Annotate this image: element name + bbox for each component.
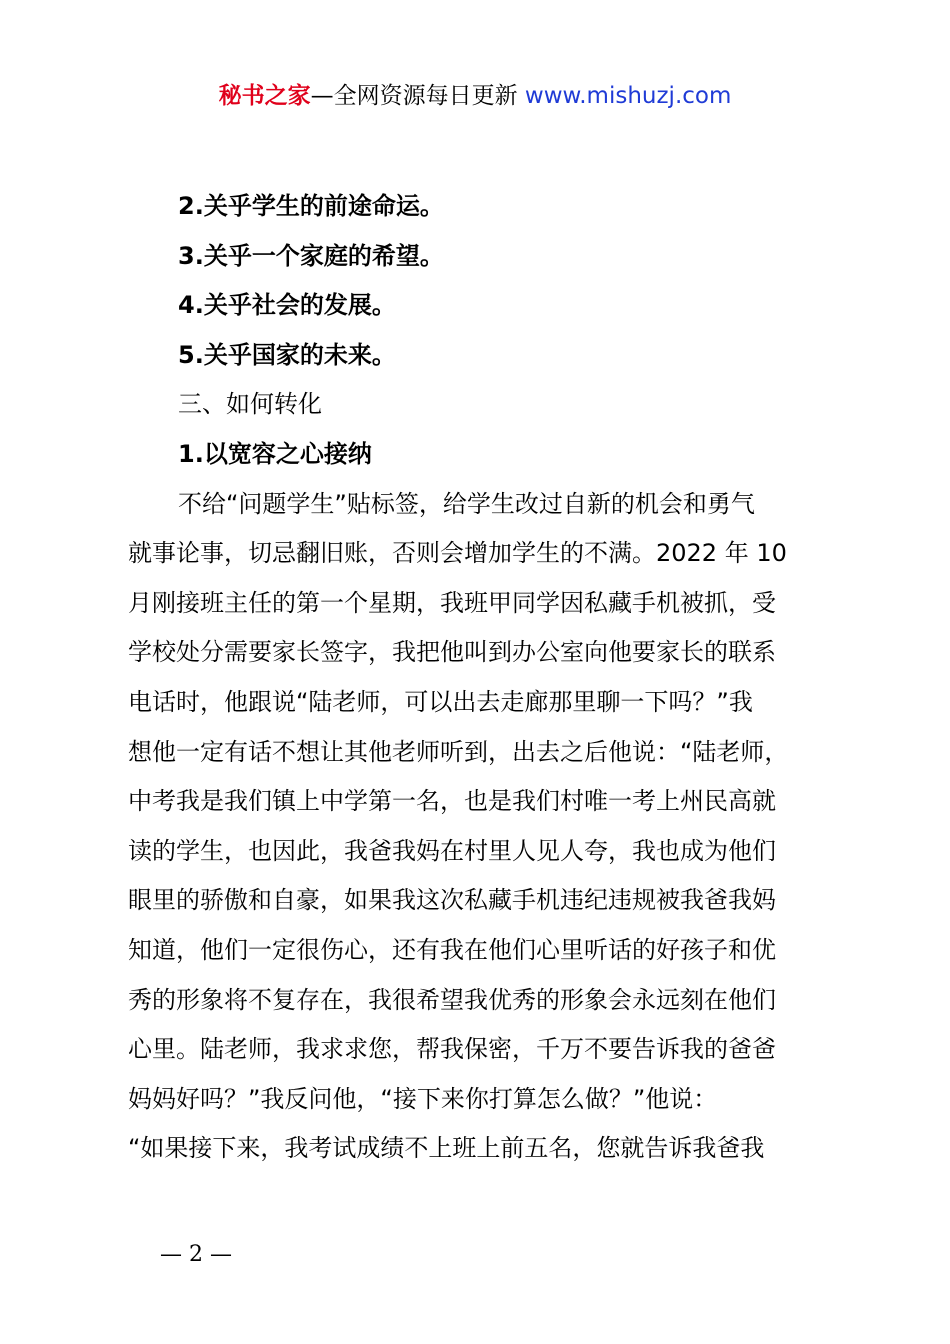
header-slogan: —全网资源每日更新: [310, 83, 525, 109]
text-line: 电话时，他跟说“陆老师，可以出去走廊那里聊一下吗？”我: [128, 687, 753, 716]
text-line: 心里。陆老师，我求求您，帮我保密，千万不要告诉我的爸爸: [128, 1035, 776, 1064]
list-item: 5.关乎国家的未来。: [178, 340, 396, 369]
site-url-link[interactable]: www.mishuzj.com: [524, 83, 732, 109]
text-line: 不给“问题学生”贴标签，给学生改过自新的机会和勇气: [178, 489, 755, 518]
document-body: [128, 182, 832, 1174]
text-line: 知道，他们一定很伤心，还有我在他们心里听话的好孩子和优: [128, 935, 776, 964]
text-line: 读的学生，也因此，我爸我妈在村里人见人夸，我也成为他们: [128, 836, 776, 865]
page-number: — 2 —: [160, 1242, 232, 1267]
subheading: 1.以宽容之心接纳: [178, 439, 372, 468]
text-line: 秀的形象将不复存在，我很希望我优秀的形象会永远刻在他们: [128, 985, 776, 1014]
text-line: 学校处分需要家长签字，我把他叫到办公室向他要家长的联系: [128, 638, 776, 667]
text-line: 想他一定有话不想让其他老师听到，出去之后他说：“陆老师，: [128, 737, 789, 766]
brand-name: 秘书之家: [218, 83, 311, 109]
text-line: 就事论事，切忌翻旧账，否则会增加学生的不满。2022 年 10: [128, 539, 787, 568]
section-heading: 三、如何转化: [178, 390, 322, 419]
list-item: 2.关乎学生的前途命运。: [178, 192, 444, 220]
text-line: 妈妈好吗？”我反问他，“接下来你打算怎么做？”他说：: [128, 1084, 718, 1113]
body-paragraph: [128, 480, 832, 1174]
list-item: 3.关乎一个家庭的希望。: [178, 241, 444, 270]
text-line: “如果接下来，我考试成绩不上班上前五名，您就告诉我爸我: [128, 1134, 765, 1163]
text-line: 中考我是我们镇上中学第一名，也是我们村唯一考上州民高就: [128, 787, 776, 816]
site-header: [0, 80, 950, 112]
text-line: 眼里的骄傲和自豪，如果我这次私藏手机违纪违规被我爸我妈: [128, 886, 776, 915]
text-line: 月刚接班主任的第一个星期，我班甲同学因私藏手机被抓，受: [128, 588, 776, 617]
list-item: 4.关乎社会的发展。: [178, 291, 396, 320]
